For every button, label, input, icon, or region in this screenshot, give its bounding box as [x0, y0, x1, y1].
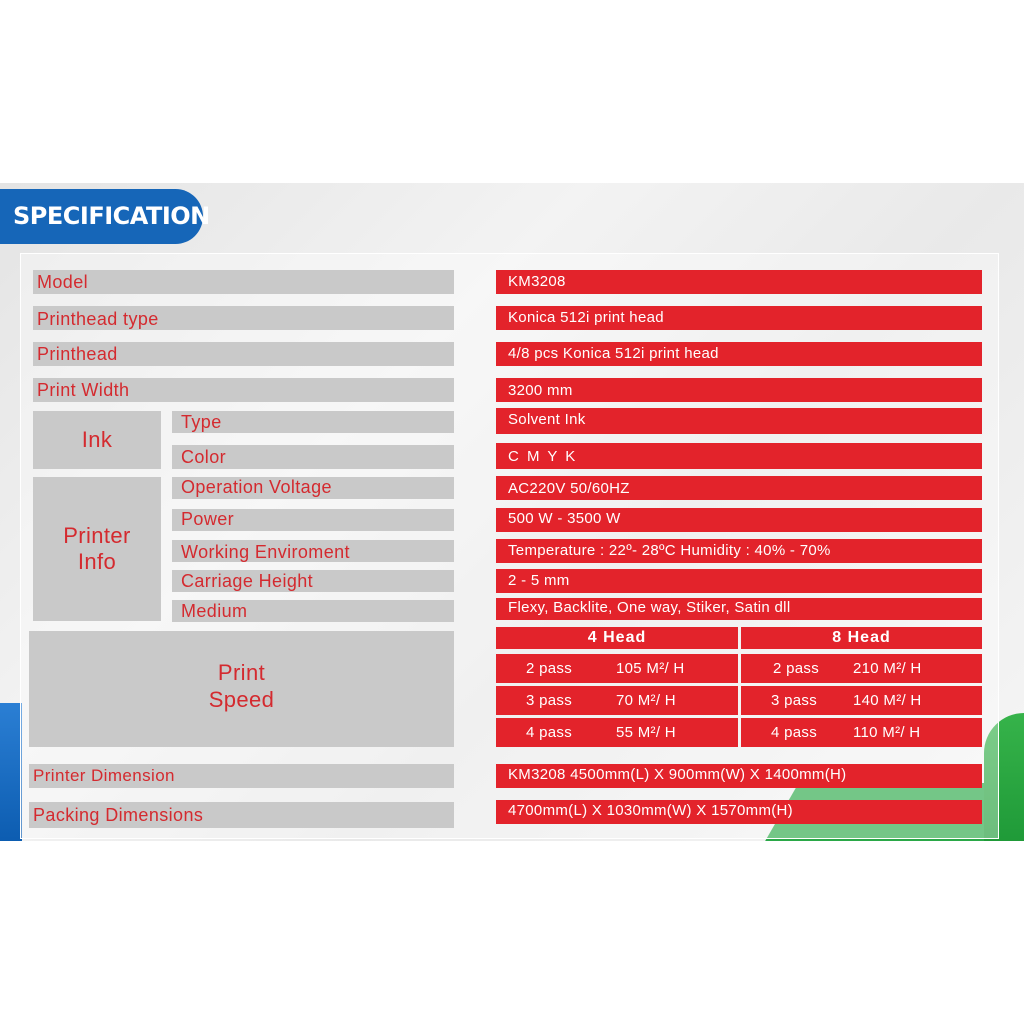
value-medium: Flexy, Backlite, One way, Stiker, Satin dll: [496, 598, 982, 620]
label-medium: Medium: [172, 600, 454, 622]
label-packing-dimensions: Packing Dimensions: [29, 802, 454, 828]
value-ink-color: C M Y K: [496, 443, 982, 469]
value-printhead-type: Konica 512i print head: [496, 306, 982, 330]
section-title: SPECIFICATION: [0, 189, 203, 244]
value-power: 500 W - 3500 W: [496, 508, 982, 532]
value-model: KM3208: [496, 270, 982, 294]
label-printer-info-group: [33, 477, 161, 621]
label-print-speed: [29, 631, 454, 747]
print-speed-line-2: Speed: [208, 687, 275, 712]
speed-pass: 3 pass: [526, 692, 572, 709]
label-ink-group: Ink: [33, 411, 161, 469]
value-operation-voltage: AC220V 50/60HZ: [496, 476, 982, 500]
value-carriage-height: 2 - 5 mm: [496, 569, 982, 593]
label-carriage-height: Carriage Height: [172, 570, 454, 592]
value-printhead: 4/8 pcs Konica 512i print head: [496, 342, 982, 366]
blue-decoration: [0, 703, 22, 841]
speed-value: 105 M²/ H: [616, 660, 685, 677]
speed-4head-row: [496, 686, 738, 715]
speed-4head-row: [496, 654, 738, 683]
print-speed-line-1: Print: [217, 660, 266, 685]
speed-pass: 3 pass: [771, 692, 817, 709]
label-printhead-type: Printhead type: [33, 306, 454, 330]
label-model: Model: [33, 270, 454, 294]
speed-value: 70 M²/ H: [616, 692, 676, 709]
value-packing-dimensions: 4700mm(L) X 1030mm(W) X 1570mm(H): [496, 800, 982, 824]
speed-pass: 2 pass: [526, 660, 572, 677]
speed-value: 210 M²/ H: [853, 660, 922, 677]
value-working-environment: Temperature : 22º- 28ºC Humidity : 40% - 70%: [496, 539, 982, 563]
label-printer-dimension: Printer Dimension: [29, 764, 454, 788]
value-print-width: 3200 mm: [496, 378, 982, 402]
speed-8head-row: [741, 654, 982, 683]
label-ink-color: Color: [172, 445, 454, 469]
value-ink-type: Solvent Ink: [496, 408, 982, 434]
label-ink-type: Type: [172, 411, 454, 433]
speed-8head-row: [741, 686, 982, 715]
speed-value: 55 M²/ H: [616, 724, 676, 741]
speed-8head-row: [741, 718, 982, 747]
speed-pass: 2 pass: [773, 660, 819, 677]
header-4-head: 4 Head: [496, 627, 738, 649]
printer-info-line-1: Printer: [63, 523, 131, 548]
header-8-head: 8 Head: [741, 627, 982, 649]
label-print-width: Print Width: [33, 378, 454, 402]
speed-pass: 4 pass: [526, 724, 572, 741]
label-power: Power: [172, 509, 454, 531]
speed-value: 110 M²/ H: [853, 724, 921, 741]
label-printhead: Printhead: [33, 342, 454, 366]
printer-info-line-2: Info: [77, 549, 117, 574]
label-working-environment: Working Enviroment: [172, 540, 454, 562]
speed-value: 140 M²/ H: [853, 692, 922, 709]
label-operation-voltage: Operation Voltage: [172, 477, 454, 499]
value-printer-dimension: KM3208 4500mm(L) X 900mm(W) X 1400mm(H): [496, 764, 982, 788]
speed-4head-row: [496, 718, 738, 747]
speed-pass: 4 pass: [771, 724, 817, 741]
